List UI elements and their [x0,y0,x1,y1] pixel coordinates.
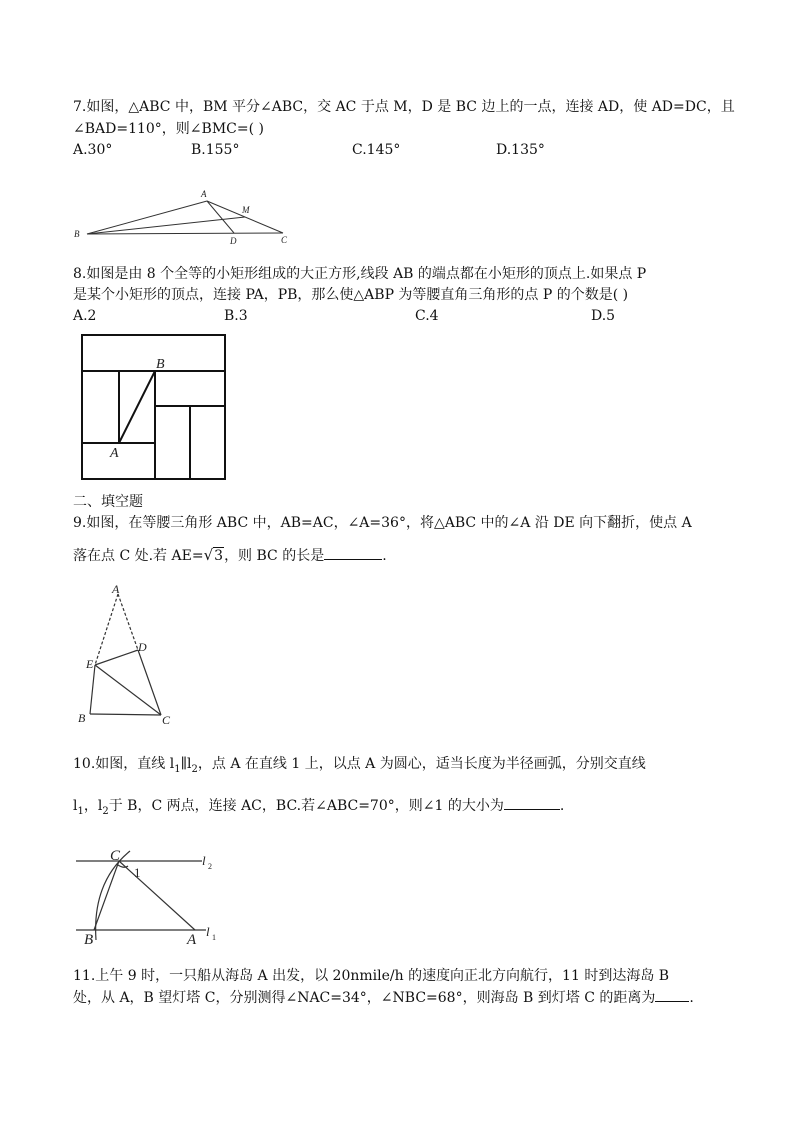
q9-period: . [382,548,387,564]
q10-text-e: ，l [83,798,103,814]
label-a: A [201,189,207,199]
label-l2: l [202,853,206,868]
segment-bc [94,861,119,930]
q8-rectangles-figure [78,331,230,483]
label-m: M [242,205,250,215]
q8-option-c: C.4 [415,308,439,324]
label-a: A [110,446,119,461]
label-b: B [156,357,165,372]
rect-bottom-mid [155,406,190,479]
label-e: E [86,657,94,671]
q11-stem-line2 [73,987,694,1008]
q10-text-b: ∥l [180,756,192,772]
arc [96,851,130,940]
segment-bc [90,714,161,715]
q9-triangle-figure [74,584,184,729]
q10-sub-3: 1 [77,805,84,817]
q10-text-c: ，点 A 在直线 1 上，以点 A 为圆心，适当长度为半径画弧，分别交直线 [197,756,646,772]
rect-left-1 [82,371,119,443]
segment-ad [207,201,234,233]
label-c: C [110,848,121,864]
segment-ac [119,861,195,930]
section-heading-fill-in: 二、填空题 [73,494,143,510]
q10-period: . [559,798,565,814]
q8-option-d: D.5 [591,308,616,324]
fold-line-ad [118,594,138,650]
q10-answer-blank[interactable] [504,795,560,810]
label-angle-1: 1 [134,865,141,880]
q10-text-a: 10.如图，直线 l [73,756,175,772]
segment-ec [95,665,161,715]
q7-triangle-figure [70,186,300,248]
label-b: B [74,229,80,239]
q11-answer-blank[interactable] [655,987,689,1002]
q10-sub-2: 2 [191,763,198,775]
label-a: A [112,584,120,596]
q7-stem-line2: ∠BAD=110°，则∠BMC=( ) [73,121,264,137]
segment-bm [87,217,245,234]
q9-answer-blank[interactable] [324,545,382,560]
rect-top [82,335,225,371]
q9-line2-text: 落在点 C 处.若 AE= [73,548,204,564]
q11-stem-line1: 11.上午 9 时，一只船从海岛 A 出发，以 20nmile/h 的速度向正北方向航行，11 时到达海岛 B [73,968,670,984]
label-b: B [78,711,86,725]
q10-text-f: 于 B，C 两点，连接 AC，BC.若∠ABC=70°，则∠1 的大小为 [108,798,504,814]
q7-option-b: B.155° [191,142,240,158]
q8-option-b: B.3 [224,308,248,324]
q7-stem-line1: 7.如图，△ABC 中，BM 平分∠ABC，交 AC 于点 M，D 是 BC 边上的一点，连接 AD，使 AD=DC，且 [73,99,735,115]
label-a: A [187,932,197,948]
q7-option-a: A.30° [73,142,113,158]
q7-option-d: D.135° [496,142,545,158]
label-l1: l [206,924,210,939]
q8-option-a: A.2 [73,308,97,324]
q10-parallel-lines-figure [72,842,222,950]
q11-period: . [689,990,694,1006]
q10-sub-4: 2 [102,805,109,817]
q8-stem-line2: 是某个小矩形的顶点，连接 PA，PB，那么使△ABP 为等腰直角三角形的点 P 的个数是( ) [73,287,629,303]
sqrt-symbol: √ [203,546,214,564]
sqrt-radicand: 3 [214,548,224,564]
label-l2-sub: 2 [208,862,212,871]
label-c: C [281,235,288,245]
q9-stem-line1: 9.如图，在等腰三角形 ABC 中，AB=AC，∠A=36°，将△ABC 中的∠A 沿 DE 向下翻折，使点 A [73,515,692,531]
label-c: C [162,713,171,727]
label-d: D [138,640,147,654]
rect-right-upper [155,371,225,406]
side-bc [87,233,283,234]
rect-bottom-right [190,406,225,479]
segment-eb [90,665,95,714]
q10-text-d: l [73,798,78,814]
segment-ab [119,371,155,443]
label-l1-sub: 1 [212,933,216,942]
q9-stem-line2 [73,545,387,566]
label-b: B [84,932,94,948]
segment-ed [95,650,138,665]
q8-stem-line1: 8.如图是由 8 个全等的小矩形组成的大正方形,线段 AB 的端点都在小矩形的顶点上.如果点 P [73,266,647,282]
q9-line2-tail: ，则 BC 的长是 [224,548,325,564]
side-ba [87,201,207,234]
segment-dc [138,650,161,715]
label-d: D [230,236,237,246]
q10-sub-1: 1 [174,763,181,775]
q10-stem-line1 [73,754,646,780]
q10-stem-line2 [73,795,564,822]
q7-option-c: C.145° [352,142,401,158]
q11-text: 处，从 A，B 望灯塔 C，分别测得∠NAC=34°，∠NBC=68°，则海岛 B 到灯塔 C 的距离为 [73,990,656,1006]
fold-line-ae [95,594,118,665]
